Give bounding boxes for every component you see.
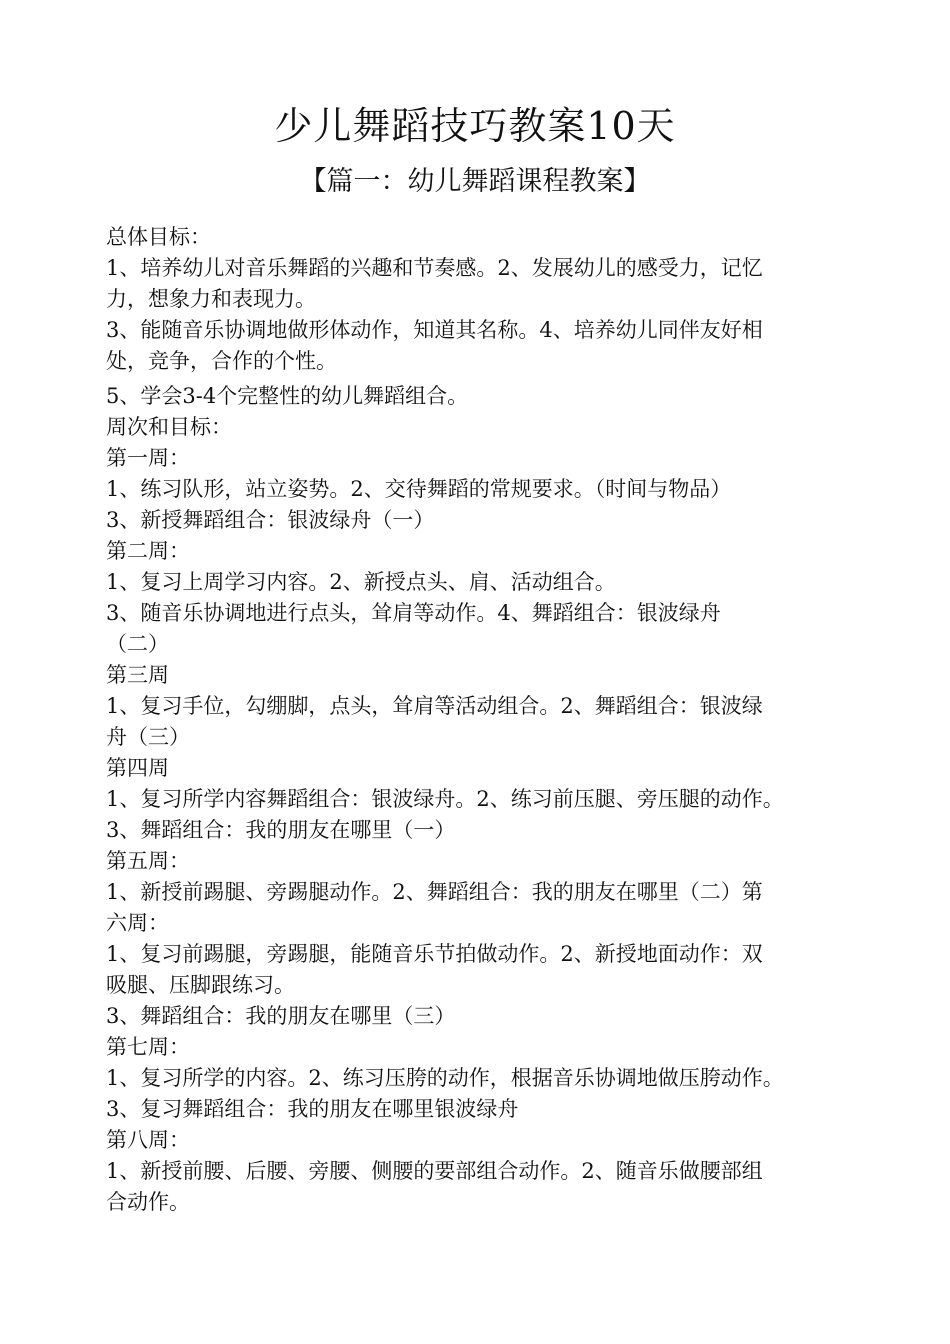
text-line: 吸腿、压脚跟练习。 — [106, 973, 295, 997]
text-line: 5、学会3-4个完整性的幼儿舞蹈组合。 — [106, 384, 469, 408]
text-line: 3、新授舞蹈组合：银波绿舟（一） — [106, 508, 435, 532]
text-line: 3、舞蹈组合：我的朋友在哪里（一） — [106, 818, 456, 842]
text-line: 合动作。 — [106, 1190, 190, 1214]
text-line: 3、能随音乐协调地做形体动作，知道其名称。4、培养幼儿同伴友好相 — [106, 318, 763, 342]
text-line: 第四周 — [106, 756, 169, 780]
text-line: 1、复习所学的内容。2、练习压胯的动作，根据音乐协调地做压胯动作。 — [106, 1066, 784, 1090]
text-line: 1、复习手位，勾绷脚，点头，耸肩等活动组合。2、舞蹈组合：银波绿 — [106, 694, 763, 718]
text-line: 1、新授前踢腿、旁踢腿动作。2、舞蹈组合：我的朋友在哪里（二）第 — [106, 880, 763, 904]
text-line: 处，竞争，合作的个性。 — [106, 349, 337, 373]
text-line: 3、舞蹈组合：我的朋友在哪里（三） — [106, 1004, 456, 1028]
document-title: 少儿舞蹈技巧教案10天 — [274, 104, 676, 148]
text-line: 1、新授前腰、后腰、旁腰、侧腰的要部组合动作。2、随音乐做腰部组 — [106, 1159, 763, 1183]
text-line: 1、复习前踢腿，旁踢腿，能随音乐节拍做动作。2、新授地面动作：双 — [106, 942, 763, 966]
text-line: 1、培养幼儿对音乐舞蹈的兴趣和节奏感。2、发展幼儿的感受力，记忆 — [106, 256, 763, 280]
section-heading: 【篇一：幼儿舞蹈课程教案】 — [299, 166, 651, 197]
text-line: 3、随音乐协调地进行点头，耸肩等动作。4、舞蹈组合：银波绿舟 — [106, 601, 721, 625]
text-line: 第八周： — [106, 1128, 190, 1152]
text-line: 舟（三） — [106, 725, 190, 749]
text-line: 力，想象力和表现力。 — [106, 287, 316, 311]
text-line: 3、复习舞蹈组合：我的朋友在哪里银波绿舟 — [106, 1097, 519, 1121]
text-line: 总体目标： — [106, 225, 211, 249]
text-line: 第七周： — [106, 1035, 190, 1059]
text-line: 第五周： — [106, 849, 190, 873]
text-line: 六周： — [106, 911, 169, 935]
document-body — [106, 222, 851, 1218]
text-line: 第二周： — [106, 539, 190, 563]
text-line: 1、复习上周学习内容。2、新授点头、肩、活动组合。 — [106, 570, 616, 594]
text-line: 1、练习队形，站立姿势。2、交待舞蹈的常规要求。（时间与物品） — [106, 477, 732, 501]
text-line: 周次和目标： — [106, 415, 232, 439]
text-line: 第一周： — [106, 446, 190, 470]
text-line: 第三周 — [106, 663, 169, 687]
text-line: （二） — [106, 632, 169, 656]
text-line: 1、复习所学内容舞蹈组合：银波绿舟。2、练习前压腿、旁压腿的动作。 — [106, 787, 784, 811]
